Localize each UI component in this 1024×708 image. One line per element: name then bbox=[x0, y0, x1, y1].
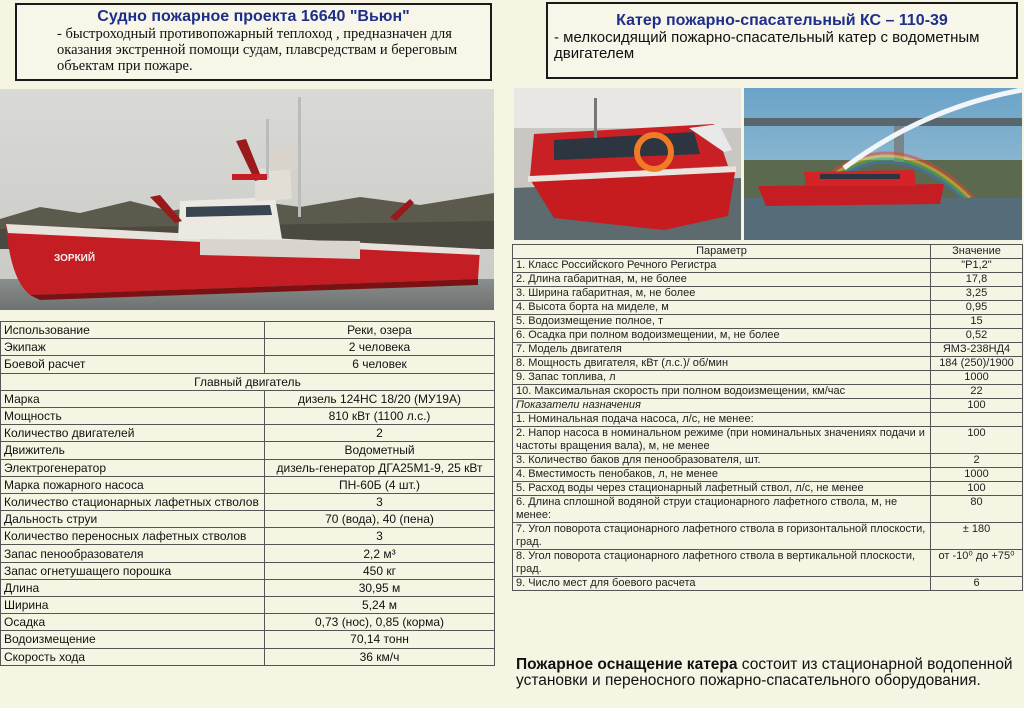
fire-ship-photo bbox=[0, 89, 494, 310]
table-row bbox=[513, 550, 1023, 577]
param-label: Скорость хода bbox=[1, 648, 265, 665]
table-row bbox=[513, 343, 1023, 357]
footnote-text: состоит из стационарной водопенной установки и переносного пожарно-спасательного оборудования. bbox=[516, 656, 1013, 689]
param-value: 2,2 м³ bbox=[265, 545, 495, 562]
param-label: Экипаж bbox=[1, 339, 265, 356]
param-label: Мощность bbox=[1, 407, 265, 424]
right-specs-table bbox=[512, 244, 1023, 591]
param-label: 4. Высота борта на миделе, м bbox=[513, 301, 931, 315]
rescue-boat-photo-water-jet bbox=[744, 88, 1022, 240]
param-label: Запас огнетушащего порошка bbox=[1, 562, 265, 579]
param-value: 3,25 bbox=[931, 287, 1023, 301]
table-row bbox=[513, 371, 1023, 385]
table-row bbox=[513, 468, 1023, 482]
table-row bbox=[513, 496, 1023, 523]
param-label: 2. Напор насоса в номинальном режиме (при номинальных значениях подачи и частоты вращения вала), м, не менее bbox=[513, 427, 931, 454]
table-row bbox=[513, 357, 1023, 371]
param-value: 22 bbox=[931, 385, 1023, 399]
table-row bbox=[1, 476, 495, 493]
param-value: дизель 124НС 18/20 (МУ19А) bbox=[265, 390, 495, 407]
table-row bbox=[1, 528, 495, 545]
rescue-boat-photo-close bbox=[514, 88, 741, 240]
param-value: дизель-генератор ДГА25М1-9, 25 кВт bbox=[265, 459, 495, 476]
table-row bbox=[1, 356, 495, 373]
param-label: 2. Длина габаритная, м, не более bbox=[513, 273, 931, 287]
param-value: 6 bbox=[931, 577, 1023, 591]
param-label: Осадка bbox=[1, 614, 265, 631]
table-row bbox=[1, 322, 495, 339]
param-label: Показатели назначения bbox=[513, 399, 931, 413]
param-value: от -10⁰ до +75⁰ bbox=[931, 550, 1023, 577]
table-row bbox=[1, 579, 495, 596]
param-value: 0,73 (нос), 0,85 (корма) bbox=[265, 614, 495, 631]
right-title-box bbox=[546, 2, 1018, 79]
table-row bbox=[1, 425, 495, 442]
left-specs-table bbox=[0, 321, 495, 666]
table-row bbox=[1, 339, 495, 356]
table-row bbox=[1, 648, 495, 665]
param-value: 6 человек bbox=[265, 356, 495, 373]
param-column-header: Параметр bbox=[513, 245, 931, 259]
param-label: 3. Ширина габаритная, м, не более bbox=[513, 287, 931, 301]
param-label: 3. Количество баков для пенообразователя, шт. bbox=[513, 454, 931, 468]
table-row bbox=[513, 427, 1023, 454]
value-column-header: Значение bbox=[931, 245, 1023, 259]
param-value: 0,95 bbox=[931, 301, 1023, 315]
param-value: 70 (вода), 40 (пена) bbox=[265, 511, 495, 528]
left-title-heading: Судно пожарное проекта 16640 "Вьюн" bbox=[97, 8, 410, 25]
table-row bbox=[513, 482, 1023, 496]
table-row bbox=[513, 301, 1023, 315]
param-value: 810 кВт (1100 л.с.) bbox=[265, 407, 495, 424]
param-label: Запас пенообразователя bbox=[1, 545, 265, 562]
param-value: 17,8 bbox=[931, 273, 1023, 287]
param-label: 5. Расход воды через стационарный лафетный ствол, л/с, не менее bbox=[513, 482, 931, 496]
table-row bbox=[513, 523, 1023, 550]
ship-name-text: ЗОРКИЙ bbox=[54, 253, 96, 264]
param-label: 5. Водоизмещение полное, т bbox=[513, 315, 931, 329]
param-value: 2 bbox=[265, 425, 495, 442]
footnote-bold: Пожарное оснащение катера bbox=[516, 656, 738, 673]
param-value: 100 bbox=[931, 399, 1023, 413]
param-label: 9. Число мест для боевого расчета bbox=[513, 577, 931, 591]
param-label: Ширина bbox=[1, 597, 265, 614]
param-value: ± 180 bbox=[931, 523, 1023, 550]
param-label: Количество переносных лафетных стволов bbox=[1, 528, 265, 545]
table-row bbox=[1, 562, 495, 579]
param-value bbox=[931, 413, 1023, 427]
table-row bbox=[1, 631, 495, 648]
param-value: ПН-60Б (4 шт.) bbox=[265, 476, 495, 493]
table-row bbox=[1, 493, 495, 510]
table-row bbox=[513, 399, 1023, 413]
param-value: "Р1,2" bbox=[931, 259, 1023, 273]
param-label: 6. Длина сплошной водяной струи стационарного лафетного ствола, м, не менее: bbox=[513, 496, 931, 523]
param-value: 100 bbox=[931, 427, 1023, 454]
param-label: 7. Угол поворота стационарного лафетного ствола в горизонтальной плоскости, град. bbox=[513, 523, 931, 550]
param-value: Реки, озера bbox=[265, 322, 495, 339]
param-label: Дальность струи bbox=[1, 511, 265, 528]
table-row bbox=[513, 329, 1023, 343]
param-label: 8. Угол поворота стационарного лафетного ствола в вертикальной плоскости, град. bbox=[513, 550, 931, 577]
param-label: 9. Запас топлива, л bbox=[513, 371, 931, 385]
param-value: 1000 bbox=[931, 371, 1023, 385]
table-row bbox=[1, 459, 495, 476]
table-row bbox=[513, 273, 1023, 287]
param-value: 0,52 bbox=[931, 329, 1023, 343]
param-label: Боевой расчет bbox=[1, 356, 265, 373]
param-label: Количество двигателей bbox=[1, 425, 265, 442]
param-label: Электрогенератор bbox=[1, 459, 265, 476]
param-label: Движитель bbox=[1, 442, 265, 459]
param-label: 4. Вместимость пенобаков, л, не менее bbox=[513, 468, 931, 482]
param-label: Длина bbox=[1, 579, 265, 596]
param-label: 6. Осадка при полном водоизмещении, м, не более bbox=[513, 329, 931, 343]
right-title-description: - мелкосидящий пожарно-спасательный катер с водометным двигателем bbox=[554, 29, 980, 62]
param-label: 7. Модель двигателя bbox=[513, 343, 931, 357]
param-label: 10. Максимальная скорость при полном водоизмещении, км/час bbox=[513, 385, 931, 399]
param-value: 1000 bbox=[931, 468, 1023, 482]
left-title-description: - быстроходный противопожарный теплоход , предназначен для оказания экстренной помощи судам, плавсредствам и береговым объектам при пожаре. bbox=[57, 26, 458, 74]
right-table-header-row bbox=[513, 245, 1023, 259]
param-value: ЯМЗ-238НД4 bbox=[931, 343, 1023, 357]
param-value: 3 bbox=[265, 493, 495, 510]
param-value: 184 (250)/1900 bbox=[931, 357, 1023, 371]
param-value: 2 bbox=[931, 454, 1023, 468]
param-value: 3 bbox=[265, 528, 495, 545]
section-title: Главный двигатель bbox=[1, 373, 495, 390]
table-row bbox=[513, 385, 1023, 399]
param-label: 1. Класс Российского Речного Регистра bbox=[513, 259, 931, 273]
param-value: 70,14 тонн bbox=[265, 631, 495, 648]
table-section-row bbox=[1, 373, 495, 390]
param-value: 15 bbox=[931, 315, 1023, 329]
table-row bbox=[513, 315, 1023, 329]
param-value: 80 bbox=[931, 496, 1023, 523]
left-title-box bbox=[15, 3, 492, 81]
equipment-footnote bbox=[516, 657, 1016, 689]
param-label: 8. Мощность двигателя, кВт (л.с.)/ об/мин bbox=[513, 357, 931, 371]
param-label: Количество стационарных лафетных стволов bbox=[1, 493, 265, 510]
param-value: 100 bbox=[931, 482, 1023, 496]
right-title-heading: Катер пожарно-спасательный КС – 110-39 bbox=[616, 12, 948, 29]
param-value: 5,24 м bbox=[265, 597, 495, 614]
param-value: Водометный bbox=[265, 442, 495, 459]
table-row bbox=[513, 413, 1023, 427]
table-row bbox=[513, 577, 1023, 591]
table-row bbox=[1, 390, 495, 407]
param-label: Использование bbox=[1, 322, 265, 339]
param-value: 450 кг bbox=[265, 562, 495, 579]
param-label: Водоизмещение bbox=[1, 631, 265, 648]
param-value: 36 км/ч bbox=[265, 648, 495, 665]
table-row bbox=[1, 442, 495, 459]
param-label: Марка bbox=[1, 390, 265, 407]
table-row bbox=[1, 614, 495, 631]
param-value: 30,95 м bbox=[265, 579, 495, 596]
param-value: 2 человека bbox=[265, 339, 495, 356]
table-row bbox=[513, 287, 1023, 301]
table-row bbox=[1, 545, 495, 562]
table-row bbox=[513, 454, 1023, 468]
table-row bbox=[1, 597, 495, 614]
param-label: Марка пожарного насоса bbox=[1, 476, 265, 493]
table-row bbox=[513, 259, 1023, 273]
param-label: 1. Номинальная подача насоса, л/с, не менее: bbox=[513, 413, 931, 427]
table-row bbox=[1, 407, 495, 424]
table-row bbox=[1, 511, 495, 528]
